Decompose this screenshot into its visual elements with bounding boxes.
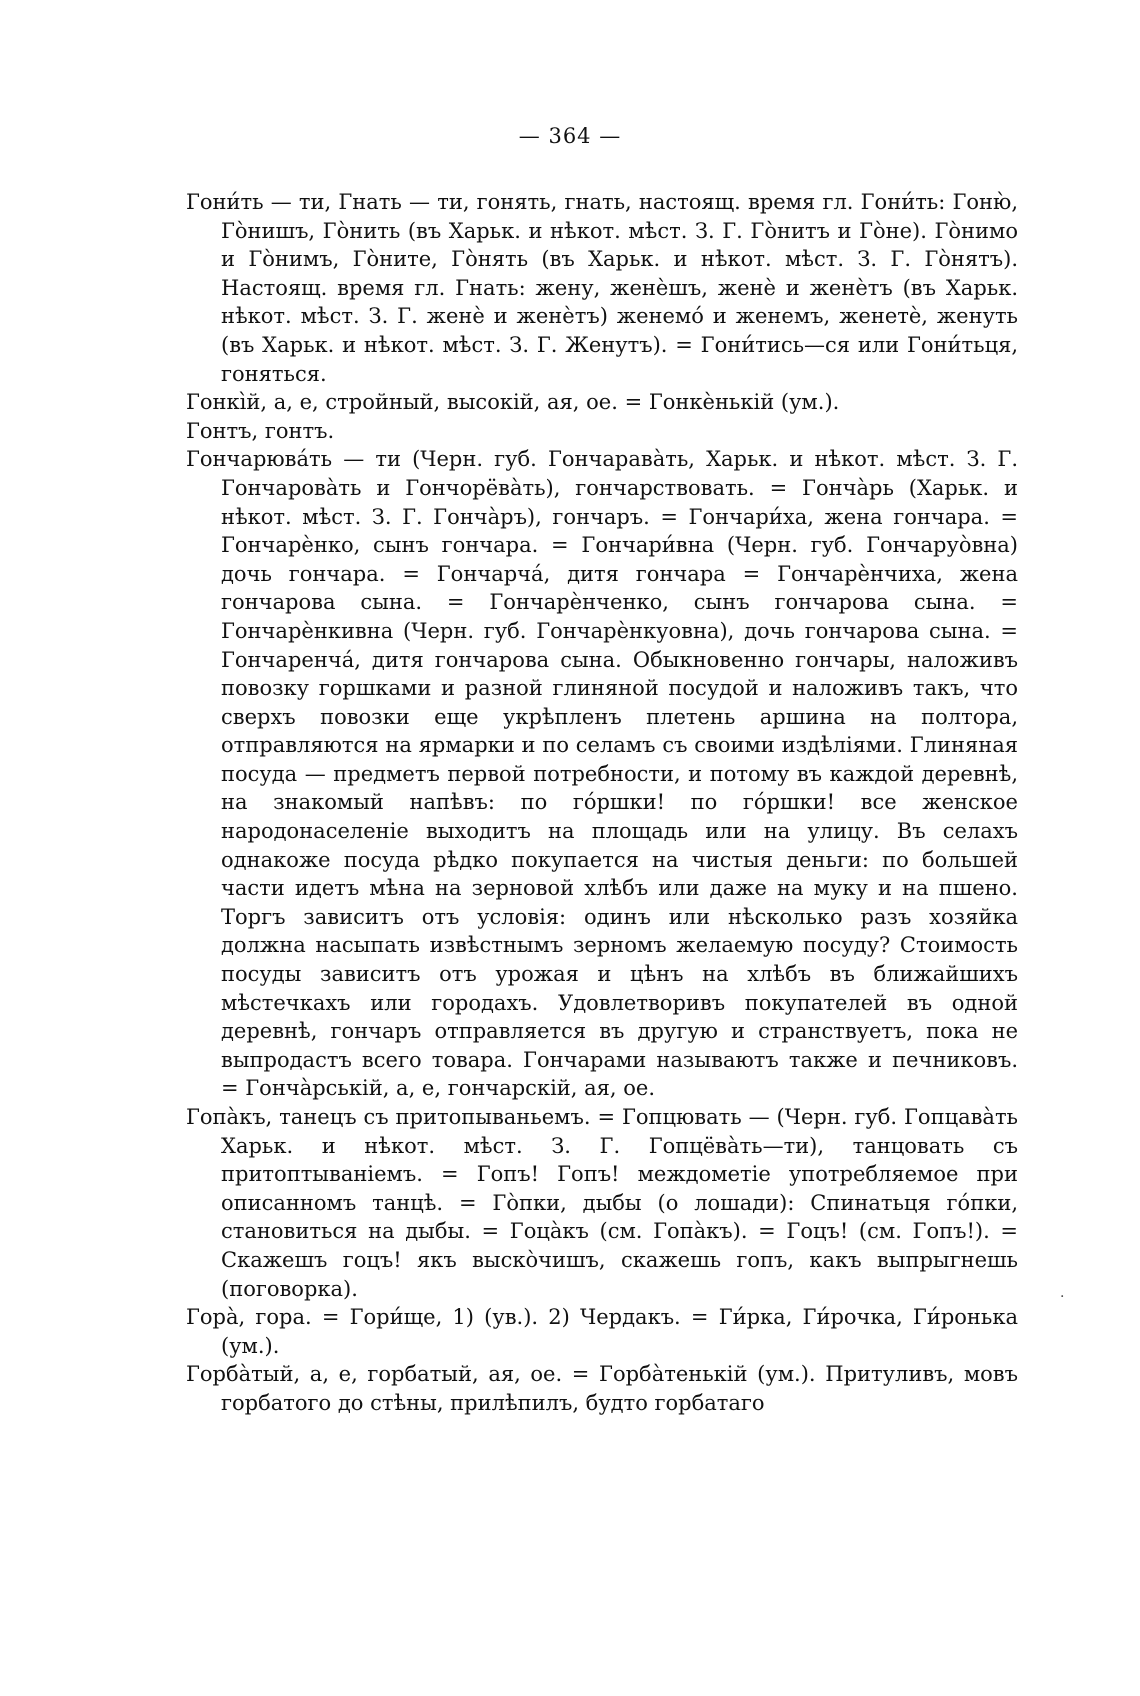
entry-goncharyuvat: Гончарюва́ть — ти (Черн. губ. Гончаравàть, Харьк. и нѣкот. мѣст. З. Г. Гончаровàть и Гончорёвàть), гончарствовать. = Гончàрь (Харьк. и нѣкот. мѣст. З. Г. Гончàръ), гончаръ. = Гончари́ха, жена гончара. = Гончарèнко, сынъ гончара. = Гончари́вна (Черн. губ. Гончаруòвна) дочь гончара. = Гончарчá, дитя гончара = Гончарèнчиха, жена гончарова сына. = Гончарèнченко, сынъ гончарова сына. = Гончарèнкивна (Черн. губ. Гончарèнкуовна), дочь гончарова сына. = Гончаренчá, дитя гончарова сына. Обыкновенно гончары, наложивъ повозку горшками и разной глиняной посудой и наложивъ такъ, что сверхъ повозки еще укрѣпленъ плетень аршина на полтора, отправляются на ярмарки и по селамъ съ своими издѣліями. Глиняная посуда — предметъ первой потребности, и потому въ каждой деревнѣ, на знакомый напѣвъ: по гóршки! по гóршки! все женское народонаселеніе выходитъ на площадь или на улицу. Въ селахъ однакоже посуда рѣдко покупается на чистыя деньги: по большей части идетъ мѣна на зерновой хлѣбъ или даже на муку и на пшено. Торгъ зависитъ отъ условія: одинъ или нѣсколько разъ хозяйка должна насыпать извѣстнымъ зерномъ желаемую посуду? Стоимость посуды зависитъ отъ урожая и цѣнъ на хлѣбъ въ ближайшихъ мѣстечкахъ или городахъ. Удовлетворивъ покупателей въ одной деревнѣ, гончаръ отправляется въ другую и странствуетъ, пока не выпродастъ всего товара. Гончарами называютъ также и печниковъ. = Гончàрській, а, е, гончарскій, ая, ое. [186,447,1018,1101]
entry-gont: Гонтъ, гонтъ. [186,418,335,443]
entry-gonkiy: Гонкі̀й, а, е, стройный, высокій, ая, ое. = Гонкèнькій (ум.). [186,390,840,415]
entry-gora: Горà, гора. = Гори́ще, 1) (ув.). 2) Чердакъ. = Ги́рка, Ги́рочка, Ги́ронька (ум.). [186,1305,1018,1358]
entry-gorbatyy: Горбàтый, а, е, горбатый, ая, ое. = Горбàтенькій (ум.). Притуливъ, мовъ горбатого до стѣны, прилѣпилъ, будто горбатаго [186,1362,1018,1415]
entry-goniti: Гони́ть — ти, Гнать — ти, гонять, гнать, настоящ. время гл. Гони́ть: Гоню̀, Гòнишъ, Гòнить (въ Харьк. и нѣкот. мѣст. З. Г. Гòнитъ и Гòне). Гòнимо и Гòнимъ, Гòните, Гòнять (въ Харьк. и нѣкот. мѣст. З. Г. Гòнятъ). Настоящ. время гл. Гнать: жену, женèшъ, женè и женèтъ (въ Харьк. нѣкот. мѣст. З. Г. женè и женèтъ) женемó и женемъ, женетè, женуть (въ Харьк. и нѣкот. мѣст. З. Г. Женутъ). = Гони́тись—ся или Гони́тьця, гоняться. [186,190,1018,386]
page-number: — 364 — [518,124,622,148]
dictionary-entries [186,188,1018,1418]
margin-dot: · [1060,1289,1065,1305]
entry-gopak: Гопàкъ, танецъ съ притопываньемъ. = Гопцювать — (Черн. губ. Гопцавàть Харьк. и нѣкот. мѣст. З. Г. Гопцёвàть—ти), танцовать съ притоптываніемъ. = Гопъ! Гопъ! междометіе употребляемое при описанномъ танцѣ. = Гòпки, дыбы (о лошади): Спинатьця гóпки, становиться на дыбы. = Гоцàкъ (см. Гопàкъ). = Гоцъ! (см. Гопъ!). = Скажешъ гоцъ! якъ выскòчишъ, скажешь гопъ, какъ выпрыгнешь (поговорка). [186,1105,1018,1301]
